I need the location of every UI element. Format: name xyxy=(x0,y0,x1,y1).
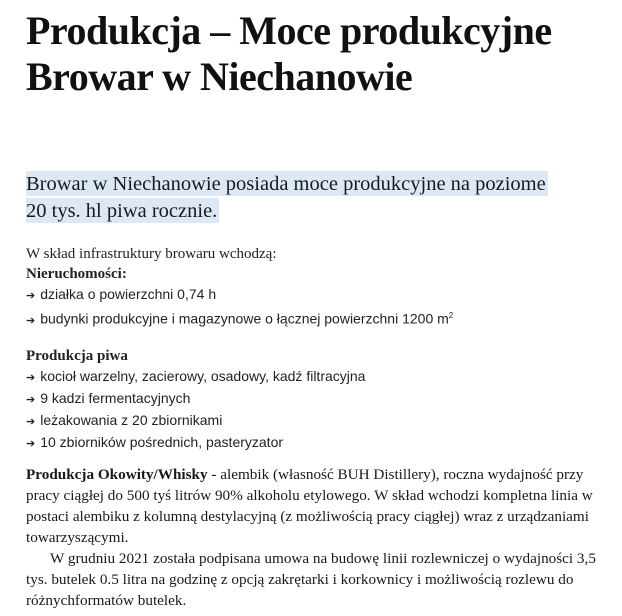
arrow-right-icon: ➔ xyxy=(26,290,36,302)
arrow-right-icon: ➔ xyxy=(26,438,36,450)
arrow-right-icon: ➔ xyxy=(26,314,36,327)
list-item: ➔ 10 zbiorników pośrednich, pasteryzator xyxy=(26,432,365,454)
list-item: ➔ budynki produkcyjne i magazynowe o łącznej powierzchni 1200 $m^2$ xyxy=(26,306,453,331)
list-item: ➔ 9 kadzi fermentacyjnych xyxy=(26,388,365,410)
whisky-text: - alembik (własność BUH Distillery), roczna wydajność przy pracy ciągłej do 500 tyś litrów 90% alkoholu etylowego. W skład wchodzi kompletna linia w postaci alembiku z kolumną destylacyjną (z możliwością pracy ciągłej) wraz z urządzaniami towarzyszącymi. xyxy=(26,466,593,546)
intro-text: W skład infrastruktury browaru wchodzą: xyxy=(26,246,277,262)
whisky-section xyxy=(26,464,608,611)
beer-list xyxy=(26,366,365,454)
real-estate-list xyxy=(26,284,453,331)
title-line-2: Browar w Niechanowie xyxy=(26,54,413,99)
superscript: 2 xyxy=(448,311,454,320)
real-estate-heading: Nieruchomości: xyxy=(26,266,127,282)
real-estate-section xyxy=(26,244,453,331)
beer-heading: Produkcja piwa xyxy=(26,348,128,364)
whisky-heading: Produkcja Okowity/Whisky xyxy=(26,466,208,483)
page-title xyxy=(26,8,552,100)
arrow-right-icon: ➔ xyxy=(26,372,36,384)
lead-statement xyxy=(26,171,606,225)
arrow-right-icon: ➔ xyxy=(26,416,36,428)
lead-line-1: Browar w Niechanowie posiada moce produkcyjne na poziome xyxy=(26,173,546,195)
list-item: ➔ kocioł warzelny, zacierowy, osadowy, kadź filtracyjna xyxy=(26,366,365,388)
beer-section xyxy=(26,346,365,454)
arrow-right-icon: ➔ xyxy=(26,394,36,406)
whisky-paragraph-2: W grudniu 2021 została podpisana umowa na budowę linii rozlewniczej o wydajności 3,5 tys. butelek 0.5 litra na godzinę z opcją zakrętarki i korkownicy i możliwością rozlewu do różnychformatów butelek. xyxy=(26,550,596,609)
list-item: ➔ leżakowania z 20 zbiornikami xyxy=(26,410,365,432)
title-line-1: Produkcja – Moce produkcyjne xyxy=(26,8,552,53)
list-item: ➔ działka o powierzchni 0,74 h xyxy=(26,284,453,306)
lead-line-2: 20 tys. hl piwa rocznie. xyxy=(26,200,218,222)
